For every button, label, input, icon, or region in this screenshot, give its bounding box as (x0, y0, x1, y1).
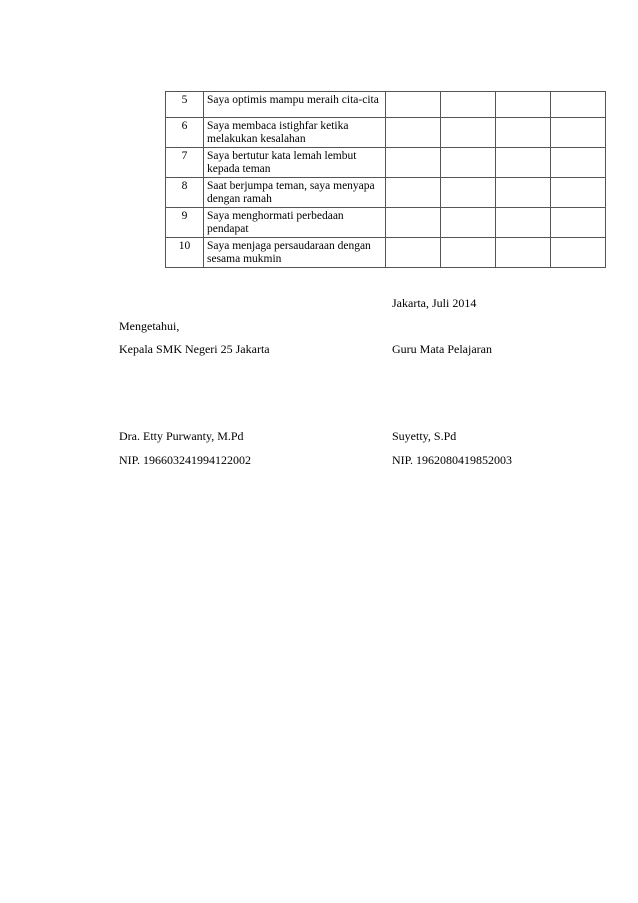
rating-cell (496, 208, 551, 238)
row-statement: Saya bertutur kata lemah lembut kepada teman (204, 148, 386, 178)
table-row (166, 238, 606, 268)
row-number: 6 (166, 118, 204, 148)
rating-cell (496, 148, 551, 178)
table-row (166, 178, 606, 208)
table-row (166, 118, 606, 148)
rating-cell (441, 238, 496, 268)
row-statement: Saya menjaga persaudaraan dengan sesama mukmin (204, 238, 386, 268)
row-number: 7 (166, 148, 204, 178)
teacher-title: Guru Mata Pelajaran (392, 342, 492, 356)
rating-cell (551, 148, 606, 178)
row-statement: Saya optimis mampu meraih cita-cita (204, 92, 386, 118)
rating-cell (551, 118, 606, 148)
rating-cell (496, 178, 551, 208)
principal-nip: NIP. 196603241994122002 (119, 453, 252, 467)
rating-cell (551, 178, 606, 208)
rating-cell (441, 92, 496, 118)
teacher-name: Suyetty, S.Pd (392, 429, 457, 443)
row-statement: Saat berjumpa teman, saya menyapa dengan ramah (204, 178, 386, 208)
rating-cell (496, 118, 551, 148)
row-number: 9 (166, 208, 204, 238)
rating-cell (386, 208, 441, 238)
row-statement: Saya menghormati perbedaan pendapat (204, 208, 386, 238)
rating-cell (551, 238, 606, 268)
rating-cell (551, 208, 606, 238)
checklist-body (166, 92, 606, 268)
rating-cell (496, 238, 551, 268)
table-row (166, 148, 606, 178)
rating-cell (496, 92, 551, 118)
rating-cell (441, 118, 496, 148)
principal-title: Kepala SMK Negeri 25 Jakarta (119, 342, 270, 356)
row-number: 10 (166, 238, 204, 268)
rating-cell (386, 178, 441, 208)
rating-cell (386, 238, 441, 268)
row-number: 8 (166, 178, 204, 208)
teacher-nip: NIP. 1962080419852003 (392, 453, 513, 467)
place-date: Jakarta, Juli 2014 (392, 296, 477, 310)
rating-cell (551, 92, 606, 118)
rating-cell (386, 118, 441, 148)
row-statement: Saya membaca istighfar ketika melakukan kesalahan (204, 118, 386, 148)
table-row (166, 208, 606, 238)
rating-cell (441, 208, 496, 238)
rating-cell (441, 148, 496, 178)
rating-cell (441, 178, 496, 208)
rating-cell (386, 92, 441, 118)
acknowledged-label: Mengetahui, (119, 319, 180, 333)
principal-name: Dra. Etty Purwanty, M.Pd (119, 429, 244, 443)
row-number: 5 (166, 92, 204, 118)
rating-cell (386, 148, 441, 178)
table-row (166, 92, 606, 118)
attitude-checklist-table (165, 91, 606, 268)
